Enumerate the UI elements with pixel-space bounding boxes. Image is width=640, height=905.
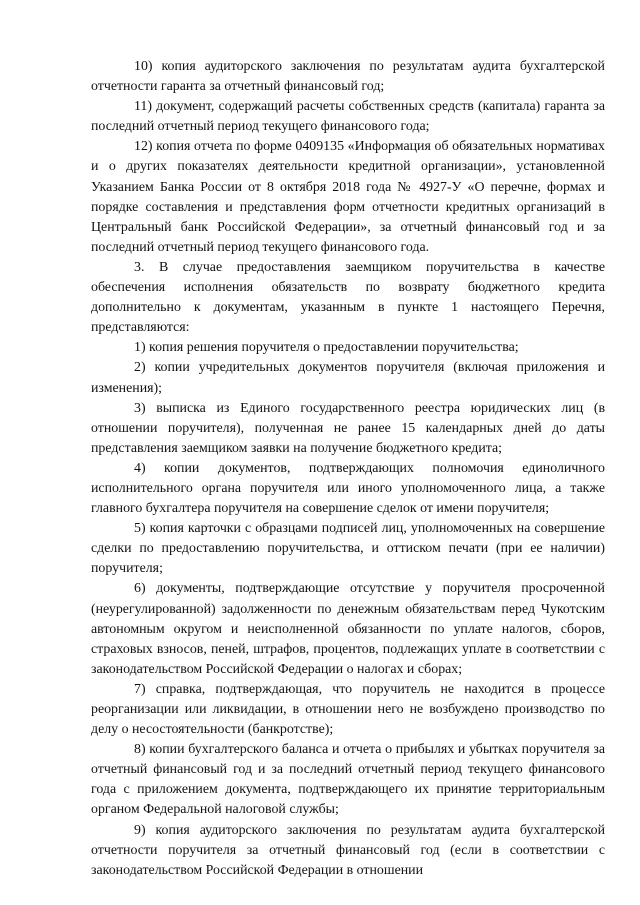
paragraph-item-2-founding-documents: 2) копии учредительных документов поручителя (включая приложения и изменения); <box>91 360 605 396</box>
paragraph-item-10-auditor-report-guarantor: 10) копия аудиторского заключения по результатам аудита бухгалтерской отчетности гаранта за отчетный финансовый год; <box>91 59 605 95</box>
paragraph-item-7-no-liquidation-certificate: 7) справка, подтверждающая, что поручитель не находится в процессе реорганизации или ликвидации, в отношении него не возбуждено производство по делу о несостоятельности (банкротстве); <box>91 681 605 738</box>
paragraph-item-5-signature-card: 5) копия карточки с образцами подписей лиц, уполномоченных на совершение сделки по предоставлению поручительства, и оттиском печати (при ее наличии) поручителя; <box>91 521 605 577</box>
paragraph-item-3-registry-extract: 3) выписка из Единого государственного реестра юридических лиц (в отношении поручителя), полученная не ранее 15 календарных дней до даты представления заемщиком заявки на получение бюджетного кредита; <box>91 400 605 456</box>
paragraph-item-1-surety-decision: 1) копия решения поручителя о предоставлении поручительства; <box>134 340 519 356</box>
document-page <box>91 57 605 881</box>
paragraph-item-9-auditor-report-surety: 9) копия аудиторского заключения по результатам аудита бухгалтерской отчетности поручителя за отчетный финансовый год (если в соответствии с законодательством Российской Федерации в отношении <box>91 822 605 878</box>
paragraph-section-3-surety: 3. В случае предоставления заемщиком поручительства в качестве обеспечения исполнения обязательств по возврату бюджетного кредита дополнительно к документам, указанным в пункте 1 настоящего Перечня, представляются: <box>91 259 605 336</box>
paragraph-item-6-no-debt-documents: 6) документы, подтверждающие отсутствие у поручителя просроченной (неурегулированной) задолженности по денежным обязательствам перед Чукотским автономным округом и неисполненной обязанности по уплате налогов, сборов, страховых взносов, пеней, штрафов, процентов, подлежащих уплате в соответствии с законодательством Российской Федерации о налогах и сборах; <box>91 581 605 677</box>
paragraph-item-11-capital-calculation: 11) документ, содержащий расчеты собственных средств (капитала) гаранта за последний отчетный период текущего финансового года; <box>91 99 605 135</box>
paragraph-item-8-balance-sheet: 8) копии бухгалтерского баланса и отчета о прибылях и убытках поручителя за отчетный финансовый год и за последний отчетный период текущего финансового года с приложением документа, подтверждающего их принятие территориальным органом Федеральной налоговой службы; <box>91 742 605 818</box>
paragraph-item-12-form-0409135: 12) копия отчета по форме 0409135 «Информация об обязательных нормативах и о других показателях деятельности кредитной организации», установленной Указанием Банка России от 8 октября 2018 года № 4927-У «О перечне, формах и порядке составления и представления форм отчетности кредитных организаций в Центральный банк Российской Федерации», за отчетный финансовый год и за последний отчетный период текущего финансового года. <box>91 139 605 255</box>
paragraph-item-4-authority-documents: 4) копии документов, подтверждающих полномочия единоличного исполнительного органа поручителя или иного уполномоченного лица, а также главного бухгалтера поручителя на совершение сделок от имени поручителя; <box>91 460 605 517</box>
